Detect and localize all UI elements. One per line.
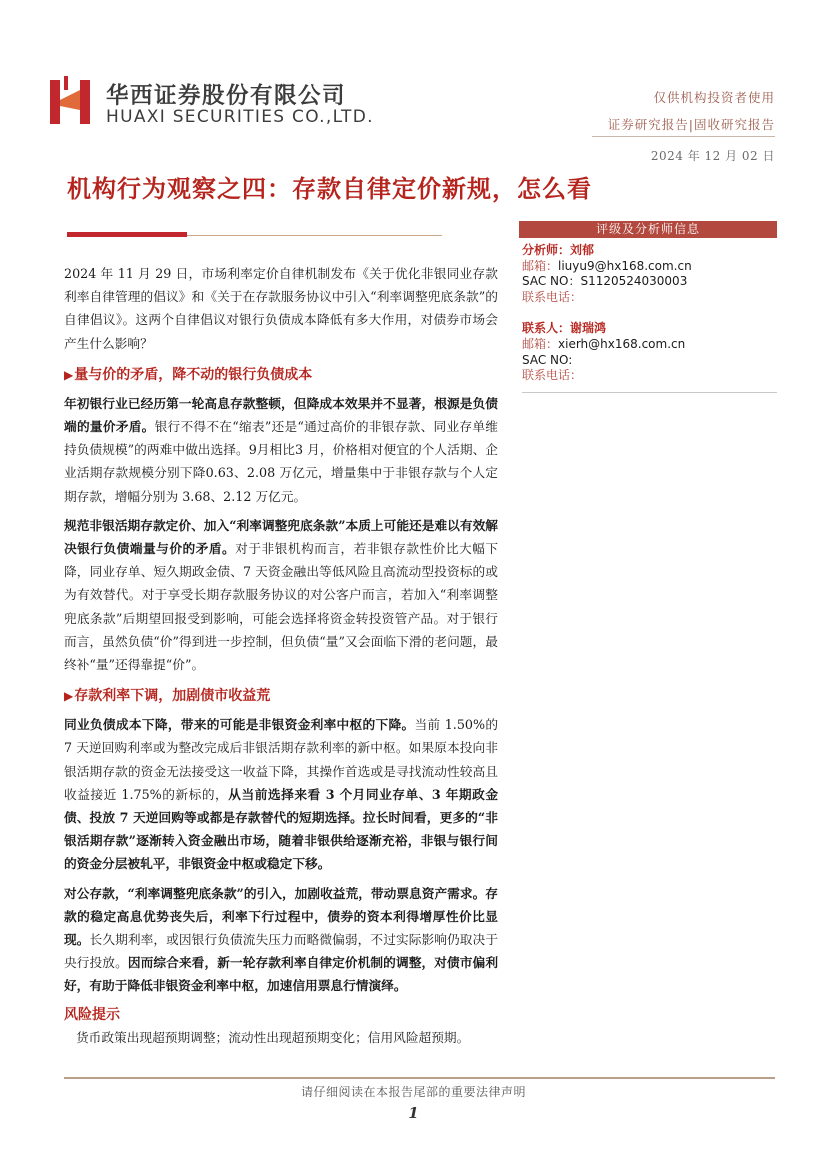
analyst-phone: 联系电话： bbox=[522, 289, 583, 304]
section-heading-2-text: 存款利率下调，加剧债市收益荒 bbox=[74, 688, 271, 705]
legal-disclaimer-note: 请仔细阅读在本报告尾部的重要法律声明 bbox=[300, 1085, 526, 1099]
analyst-email-label: 邮箱： bbox=[522, 258, 559, 273]
section1-p1-body: 银行不得不在“缩表”还是“通过高价的非银存款、同业存单维持负债规模”的两难中做出选择。9月相比3 月，价格相对便宜的个人活期、企业活期存款规模分别下降0.63、2.08 万亿元，增量集中于非银存款与个人定期存款，增幅分别为 3.68、2.12 万亿元。 bbox=[64, 419, 498, 504]
section2-p2-body: 长久期利率，或因银行负债流失压力而略微偏弱，不过实际影响仍取决于央行投放。 bbox=[64, 932, 499, 971]
contact-email[interactable]: xierh@hx168.com.cn bbox=[558, 336, 686, 351]
audience-tag: 仅供机构投资者使用 bbox=[653, 90, 775, 105]
section1-p1-lead: 年初银行业已经历第一轮高息存款整顿，但降成本效果并不显著，根源是负债端的量价矛盾。 bbox=[64, 395, 498, 435]
section1-p2-body: 对于非银机构而言，若非银存款性价比大幅下降，同业存单、短久期政金债、7 天资金融出等低风险且高流动型投资标的或为有效替代。对于享受长期存款服务协议的对公客户而言，若加入“利率调整兜底条款”后期望回报受到影响，可能会选择将资金转投资管产品。对于银行而言，虽然负债“价”得到进一步控制，但负债“量”又会面临下滑的老问题，最终补“量”还得靠提“价”。 bbox=[64, 541, 499, 673]
contact-email-label: 邮箱： bbox=[522, 336, 559, 351]
contact-email-row bbox=[522, 337, 777, 353]
sidebar-header: 评级及分析师信息 bbox=[519, 221, 777, 238]
report-title: 机构行为观察之四：存款自律定价新规，怎么看 bbox=[67, 174, 592, 203]
section2-p2-conclusion: 因而综合来看，新一轮存款利率自律定价机制的调整，对债市偏利好，有助于降低非银资金利率中枢，加速信用票息行情演绎。 bbox=[64, 955, 499, 994]
report-date: 2024 年 12 月 02 日 bbox=[650, 149, 775, 163]
intro-paragraph: 2024 年 11 月 29 日，市场利率定价自律机制发布《关于优化非银同业存款利率自律管理的倡议》和《关于在存款服务协议中引入“利率调整兜底条款”的自律倡议》。这两个自律倡议对银行负债成本降低有多大作用，对债券市场会产生什么影响？ bbox=[64, 266, 498, 351]
section2-paragraph-2 bbox=[64, 882, 498, 998]
footer-divider bbox=[64, 1077, 775, 1079]
section2-p1-conclusion: 从当前选择来看 3 个月同业存单、3 年期政金债、投放 7 天逆回购等或都是存款替代的短期选择。拉长时间看，更多的“非银活期存款”逐渐转入资金融出市场，随着非银供给逐渐充裕，非银与银行间的资金分层被轧平，非银资金中枢或稳定下移。 bbox=[64, 786, 499, 872]
section2-p1-body: 当前 1.50%的 7 天逆回购利率或为整改完成后非银活期存款利率的新中枢。如果原本投向非银活期存款的资金无法接受这一收益下降，其操作首选或是寻找流动性较高且收益接近 1.75%的新标的， bbox=[64, 717, 499, 802]
section2-p1-lead: 同业负债成本下降，带来的可能是非银资金利率中枢的下降。 bbox=[64, 717, 415, 733]
section2-p2-lead: 对公存款，“利率调整兜底条款”的引入，加剧收益荒，带动票息资产需求。存款的稳定高息优势丧失后，利率下行过程中，债券的资本利得增厚性价比显现。 bbox=[64, 885, 498, 948]
logo-name-cn: 华西证券股份有限公司 bbox=[106, 83, 347, 109]
huaxi-logo-icon bbox=[50, 76, 96, 128]
analyst-email-row bbox=[522, 259, 777, 275]
analyst-sidebar bbox=[519, 221, 777, 393]
section2-paragraph-1 bbox=[64, 713, 498, 875]
page-number: 1 bbox=[408, 1104, 419, 1122]
section1-p2-lead: 规范非银活期存款定价、加入“利率调整兜底条款”本质上可能还是难以有效解决银行负债端量与价的矛盾。 bbox=[64, 517, 498, 557]
analyst-email[interactable]: liuyu9@hx168.com.cn bbox=[558, 258, 692, 273]
analyst-sac-number: SAC NO：S1120524030003 bbox=[522, 274, 688, 289]
header-divider bbox=[592, 136, 775, 137]
section1-paragraph-2 bbox=[64, 514, 498, 676]
risk-heading: 风险提示 bbox=[64, 1006, 120, 1023]
contact-sac-number: SAC NO: bbox=[522, 352, 573, 367]
contact-phone: 联系电话： bbox=[522, 368, 583, 383]
section1-paragraph-1 bbox=[64, 392, 498, 508]
contact-name: 联系人：谢瑞鸿 bbox=[522, 321, 607, 336]
title-underline bbox=[187, 235, 442, 236]
analyst-name: 分析师：刘郁 bbox=[522, 243, 595, 257]
main-content bbox=[64, 262, 498, 1049]
section-heading-2 bbox=[64, 685, 498, 705]
title-accent-bar bbox=[67, 232, 187, 237]
report-category: 证券研究报告|固收研究报告 bbox=[607, 117, 775, 132]
sidebar-body bbox=[519, 238, 777, 393]
logo-name-en: HUAXI SECURITIES CO.,LTD. bbox=[106, 107, 374, 127]
risk-body: 货币政策出现超预期调整；流动性出现超预期变化；信用风险超预期。 bbox=[76, 1029, 470, 1045]
sidebar-divider bbox=[522, 392, 777, 393]
section-heading-1-text: 量与价的矛盾，降不动的银行负债成本 bbox=[74, 366, 313, 383]
triangle-bullet-icon: ▶ bbox=[64, 689, 74, 704]
section-heading-1 bbox=[64, 364, 498, 384]
company-logo bbox=[50, 76, 380, 132]
triangle-bullet-icon: ▶ bbox=[64, 367, 74, 382]
